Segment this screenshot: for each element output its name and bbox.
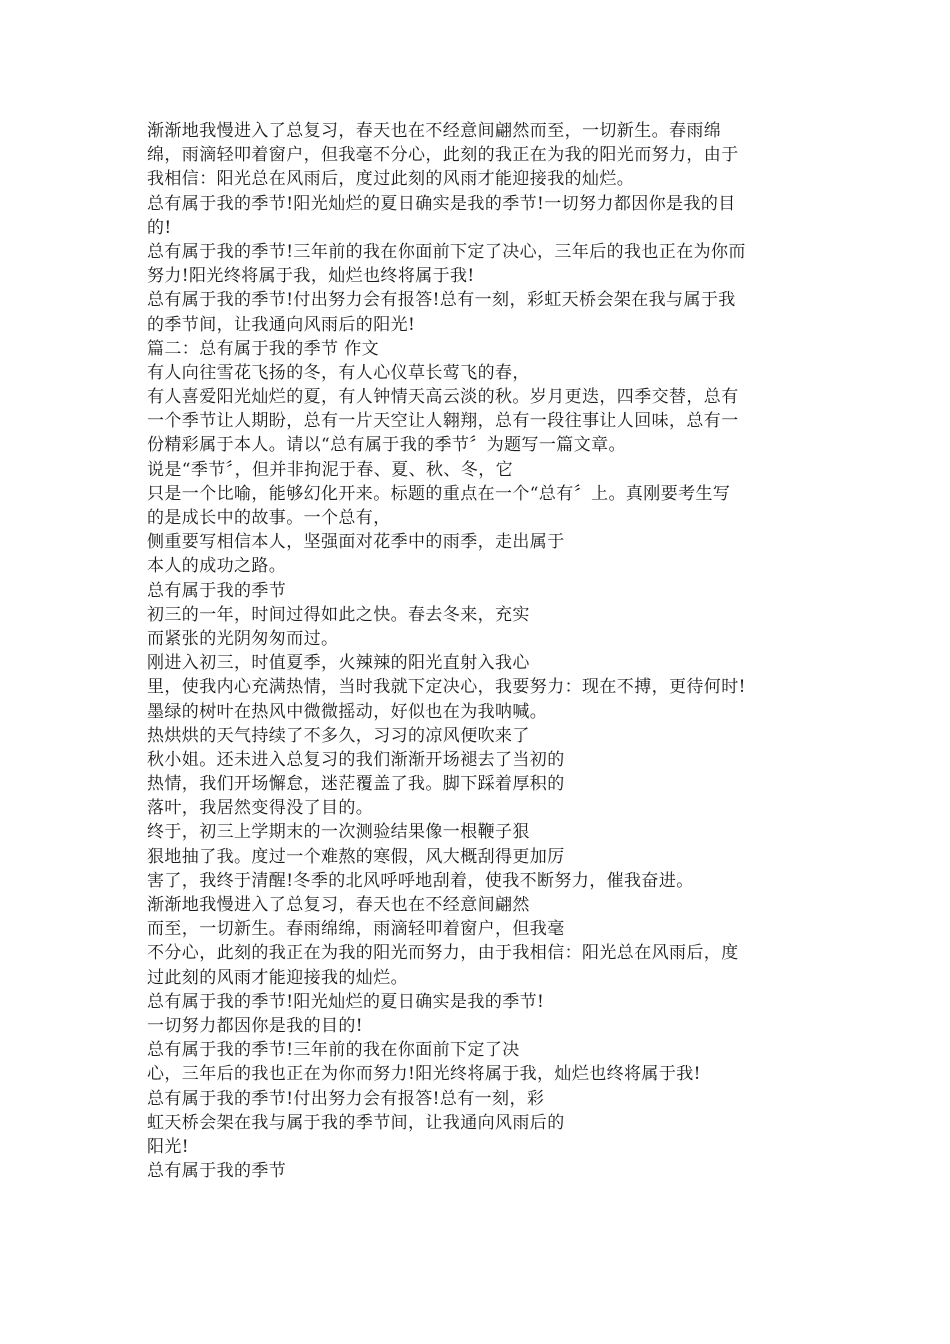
text-line: 热情，我们开场懈怠，迷茫覆盖了我。脚下踩着厚积的 bbox=[147, 774, 565, 795]
text-line: 努力!阳光终将属于我，灿烂也终将属于我! bbox=[147, 266, 475, 287]
text-line: 的季节间，让我通向风雨后的阳光! bbox=[147, 314, 416, 335]
text-line: 侧重要写相信本人，坚强面对花季中的雨季，走出属于 bbox=[147, 532, 565, 553]
text-line: 绵，雨滴轻叩着窗户，但我毫不分心，此刻的我正在为我的阳光而努力，由于 bbox=[147, 145, 739, 166]
text-line: 秋小姐。还未进入总复习的我们渐渐开场褪去了当初的 bbox=[147, 749, 565, 770]
text-line: 虹天桥会架在我与属于我的季节间，让我通向风雨后的 bbox=[147, 1112, 565, 1133]
text-line: 我相信：阳光总在风雨后，度过此刻的风雨才能迎接我的灿烂。 bbox=[147, 169, 635, 190]
section-heading: 篇二：总有属于我的季节 作文 bbox=[147, 338, 380, 359]
text-line: 心，三年后的我也正在为你而努力!阳光终将属于我，灿烂也终将属于我! bbox=[147, 1064, 701, 1085]
text-line: 说是“季节〞，但并非拘泥于春、夏、秋、冬，它 bbox=[147, 459, 513, 480]
text-line: 终于，初三上学期末的一次测验结果像一根鞭子狠 bbox=[147, 822, 530, 843]
text-line: 总有属于我的季节!阳光灿烂的夏日确实是我的季节! bbox=[147, 991, 545, 1012]
text-line: 总有属于我的季节 bbox=[147, 1161, 287, 1182]
text-line: 落叶，我居然变得没了目的。 bbox=[147, 798, 374, 819]
text-line: 而紧张的光阴匆匆而过。 bbox=[147, 628, 339, 649]
essay-title: 总有属于我的季节 bbox=[147, 580, 287, 601]
text-line: 害了，我终于清醒!冬季的北风呼呼地刮着，使我不断努力，催我奋进。 bbox=[147, 870, 694, 891]
text-line: 总有属于我的季节!付出努力会有报答!总有一刻，彩虹天桥会架在我与属于我 bbox=[147, 290, 736, 311]
text-line: 总有属于我的季节!三年前的我在你面前下定了决 bbox=[147, 1040, 520, 1061]
document-body bbox=[147, 119, 817, 1183]
text-line: 热烘烘的天气持续了不多久，习习的凉风便吹来了 bbox=[147, 725, 530, 746]
text-line: 初三的一年，时间过得如此之快。春去冬来，充实 bbox=[147, 604, 530, 625]
text-line: 刚进入初三，时值夏季，火辣辣的阳光直射入我心 bbox=[147, 653, 530, 674]
text-line: 阳光! bbox=[147, 1136, 190, 1157]
text-line: 总有属于我的季节!付出努力会有报答!总有一刻，彩 bbox=[147, 1088, 545, 1109]
text-line: 狠地抽了我。度过一个难熬的寒假，风大概刮得更加厉 bbox=[147, 846, 565, 867]
text-line: 而至，一切新生。春雨绵绵，雨滴轻叩着窗户，但我毫 bbox=[147, 919, 565, 940]
text-line: 份精彩属于本人。请以“总有属于我的季节〞为题写一篇文章。 bbox=[147, 435, 626, 456]
text-line: 总有属于我的季节!阳光灿烂的夏日确实是我的季节!一切努力都因你是我的目 bbox=[147, 193, 736, 214]
text-line: 不分心，此刻的我正在为我的阳光而努力，由于我相信：阳光总在风雨后，度 bbox=[147, 943, 739, 964]
text-line: 总有属于我的季节!三年前的我在你面前下定了决心，三年后的我也正在为你而 bbox=[147, 241, 746, 262]
text-line: 的! bbox=[147, 217, 172, 238]
text-line: 渐渐地我慢进入了总复习，春天也在不经意间翩然 bbox=[147, 895, 530, 915]
text-line: 有人向往雪花飞扬的冬，有人心仪草长莺飞的春， bbox=[147, 362, 530, 383]
text-line: 有人喜爱阳光灿烂的夏，有人钟情天高云淡的秋。岁月更迭，四季交替，总有 bbox=[147, 387, 739, 408]
text-line: 里，使我内心充满热情，当时我就下定决心，我要努力：现在不搏，更待何时! bbox=[147, 677, 746, 698]
text-line: 墨绿的树叶在热风中微微摇动，好似也在为我呐喊。 bbox=[147, 701, 548, 722]
text-line: 过此刻的风雨才能迎接我的灿烂。 bbox=[147, 967, 408, 988]
text-line: 一切努力都因你是我的目的! bbox=[147, 1015, 364, 1036]
text-line: 本人的成功之路。 bbox=[147, 556, 287, 577]
text-line: 的是成长中的故事。一个总有， bbox=[147, 508, 391, 528]
text-line: 一个季节让人期盼，总有一片天空让人翱翔，总有一段往事让人回味，总有一 bbox=[147, 411, 739, 432]
text-line: 渐渐地我慢进入了总复习，春天也在不经意间翩然而至，一切新生。春雨绵 bbox=[147, 121, 722, 141]
text-line: 只是一个比喻，能够幻化开来。标题的重点在一个“总有〞上。真刚要考生写 bbox=[147, 483, 731, 504]
